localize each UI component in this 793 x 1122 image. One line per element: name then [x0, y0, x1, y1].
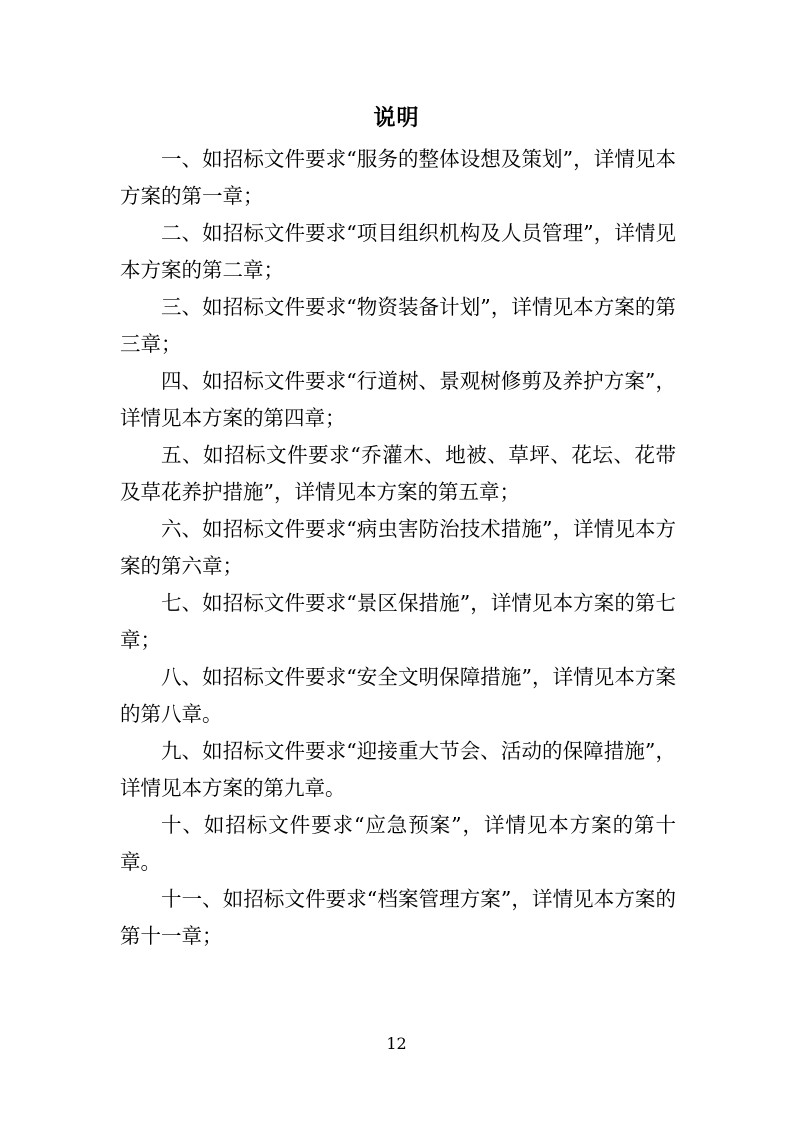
document-body	[120, 141, 676, 955]
paragraph-7: 七、如招标文件要求“景区保措施”，详情见本方案的第七章；	[120, 591, 676, 652]
paragraph-9: 九、如招标文件要求“迎接重大节会、活动的保障措施”，详情见本方案的第九章。	[120, 739, 676, 800]
page-title: 说明	[373, 105, 420, 131]
paragraph-1: 一、如招标文件要求“服务的整体设想及策划”，详情见本方案的第一章；	[120, 147, 676, 208]
paragraph-4: 四、如招标文件要求“行道树、景观树修剪及养护方案”，详情见本方案的第四章；	[120, 369, 676, 430]
paragraph-10: 十、如招标文件要求“应急预案”，详情见本方案的第十章。	[120, 813, 676, 874]
page-number: 12	[386, 1034, 407, 1053]
paragraph-6: 六、如招标文件要求“病虫害防治技术措施”，详情见本方案的第六章；	[120, 517, 676, 578]
paragraph-11: 十一、如招标文件要求“档案管理方案”，详情见本方案的第十一章；	[120, 887, 676, 948]
paragraph-2: 二、如招标文件要求“项目组织机构及人员管理”，详情见本方案的第二章；	[120, 221, 676, 282]
paragraph-8: 八、如招标文件要求“安全文明保障措施”，详情见本方案的第八章。	[120, 665, 676, 726]
paragraph-5: 五、如招标文件要求“乔灌木、地被、草坪、花坛、花带及草花养护措施”，详情见本方案的第五章；	[120, 443, 676, 504]
paragraph-3: 三、如招标文件要求“物资装备计划”，详情见本方案的第三章；	[120, 295, 676, 356]
